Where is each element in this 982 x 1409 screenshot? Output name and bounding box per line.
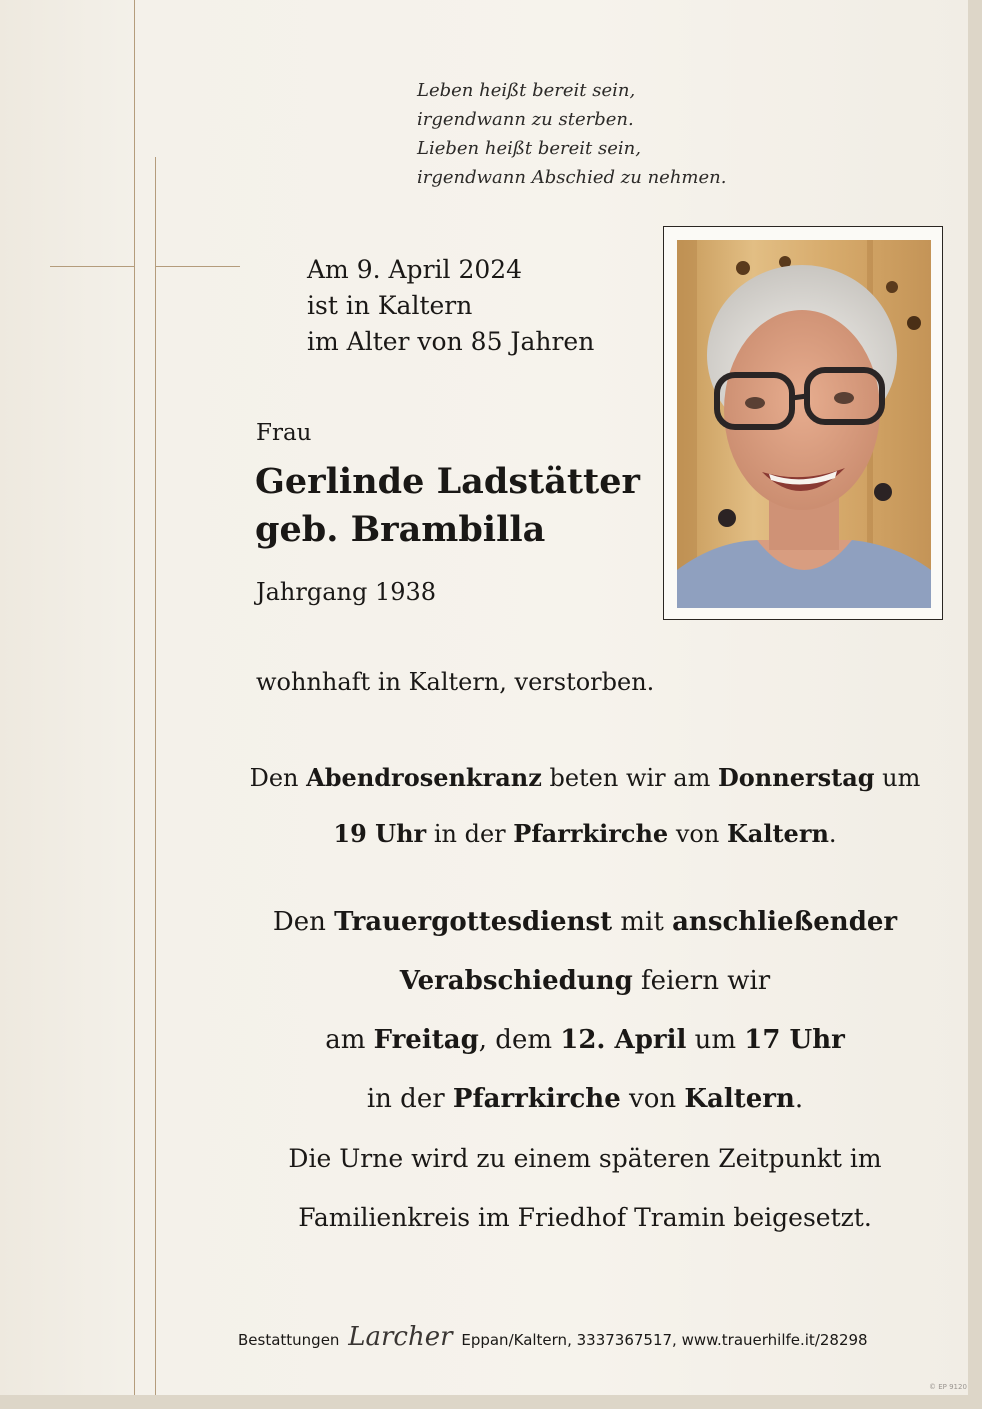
rosary-time: 19 Uhr [333,819,427,848]
portrait-photo-frame [663,226,943,620]
text-span: beten wir am [541,764,718,792]
funeral-date: 12. April [560,1025,687,1055]
funeral-service-label: Trauergottesdienst [334,907,613,937]
funeral-home-logo: Larcher [348,1322,453,1352]
deceased-name: Gerlinde Ladstätter [255,461,640,502]
text-span: am [325,1025,374,1055]
rosary-line-2 [210,806,960,862]
rosary-town: Kaltern [726,819,829,848]
rosary-church: Pfarrkirche [513,819,669,848]
cross-vertical-line-left [134,0,135,1395]
funeral-time: 17 Uhr [744,1025,845,1055]
funeral-line-2 [210,952,960,1011]
text-span: Den [272,907,335,937]
text-span: . [828,820,837,848]
text-span: von [620,1084,685,1114]
text-span: , dem [478,1025,561,1055]
text-span: feiern wir [632,966,771,996]
cross-horizontal-line-bottom [156,266,240,267]
text-span: mit [612,907,673,937]
text-span: in der [426,820,514,848]
rosary-label: Abendrosenkranz [306,763,542,792]
funeral-announcement [210,893,960,1247]
intro-date-line: Am 9. April 2024 [307,255,523,284]
funeral-line-1 [210,893,960,952]
intro-age-line: im Alter von 85 Jahren [307,327,595,356]
poem-line: irgendwann zu sterben. [417,109,634,130]
poem-line: Lieben heißt bereit sein, [417,138,641,159]
intro-place-line: ist in Kaltern [307,291,473,320]
funeral-home-footer [238,1322,868,1352]
rosary-day: Donnerstag [717,763,875,792]
cross-vertical-line-right [155,157,156,1395]
urn-line-2: Familienkreis im Friedhof Tramin beigesetzt. [298,1203,872,1232]
text-span: in der [366,1084,453,1114]
urn-line-1: Die Urne wird zu einem späteren Zeitpunkt im [288,1144,882,1173]
deceased-title: Frau [256,420,312,446]
poem [417,76,837,192]
text-span: von [668,820,727,848]
death-announcement-intro [307,252,594,360]
text-span: Den [249,764,307,792]
rosary-line-1 [210,750,960,806]
funeral-day: Freitag [373,1025,479,1055]
deceased-birth-year: Jahrgang 1938 [256,578,437,606]
portrait-photo [677,240,931,608]
text-span: um [874,764,921,792]
deceased-birth-name: geb. Brambilla [255,509,546,550]
funeral-line-4 [210,1070,960,1129]
footer-prefix: Bestattungen [238,1331,340,1349]
residence-line: wohnhaft in Kaltern, verstorben. [256,668,655,696]
poem-line: irgendwann Abschied zu nehmen. [417,167,727,188]
poem-line: Leben heißt bereit sein, [417,80,636,101]
funeral-town: Kaltern [684,1084,795,1114]
funeral-church: Pfarrkirche [452,1084,621,1114]
funeral-line-3 [210,1011,960,1070]
print-code: © EP 9120 [929,1383,967,1391]
cross-horizontal-line-top [50,266,134,267]
rosary-announcement [210,750,960,862]
funeral-farewell: Verabschiedung [399,966,633,996]
text-span: um [686,1025,745,1055]
deceased-name-block [255,458,640,554]
funeral-following: anschließender [672,907,898,937]
text-span: . [794,1084,804,1114]
footer-details: Eppan/Kaltern, 3337367517, www.trauerhilfe.it/28298 [461,1331,868,1349]
